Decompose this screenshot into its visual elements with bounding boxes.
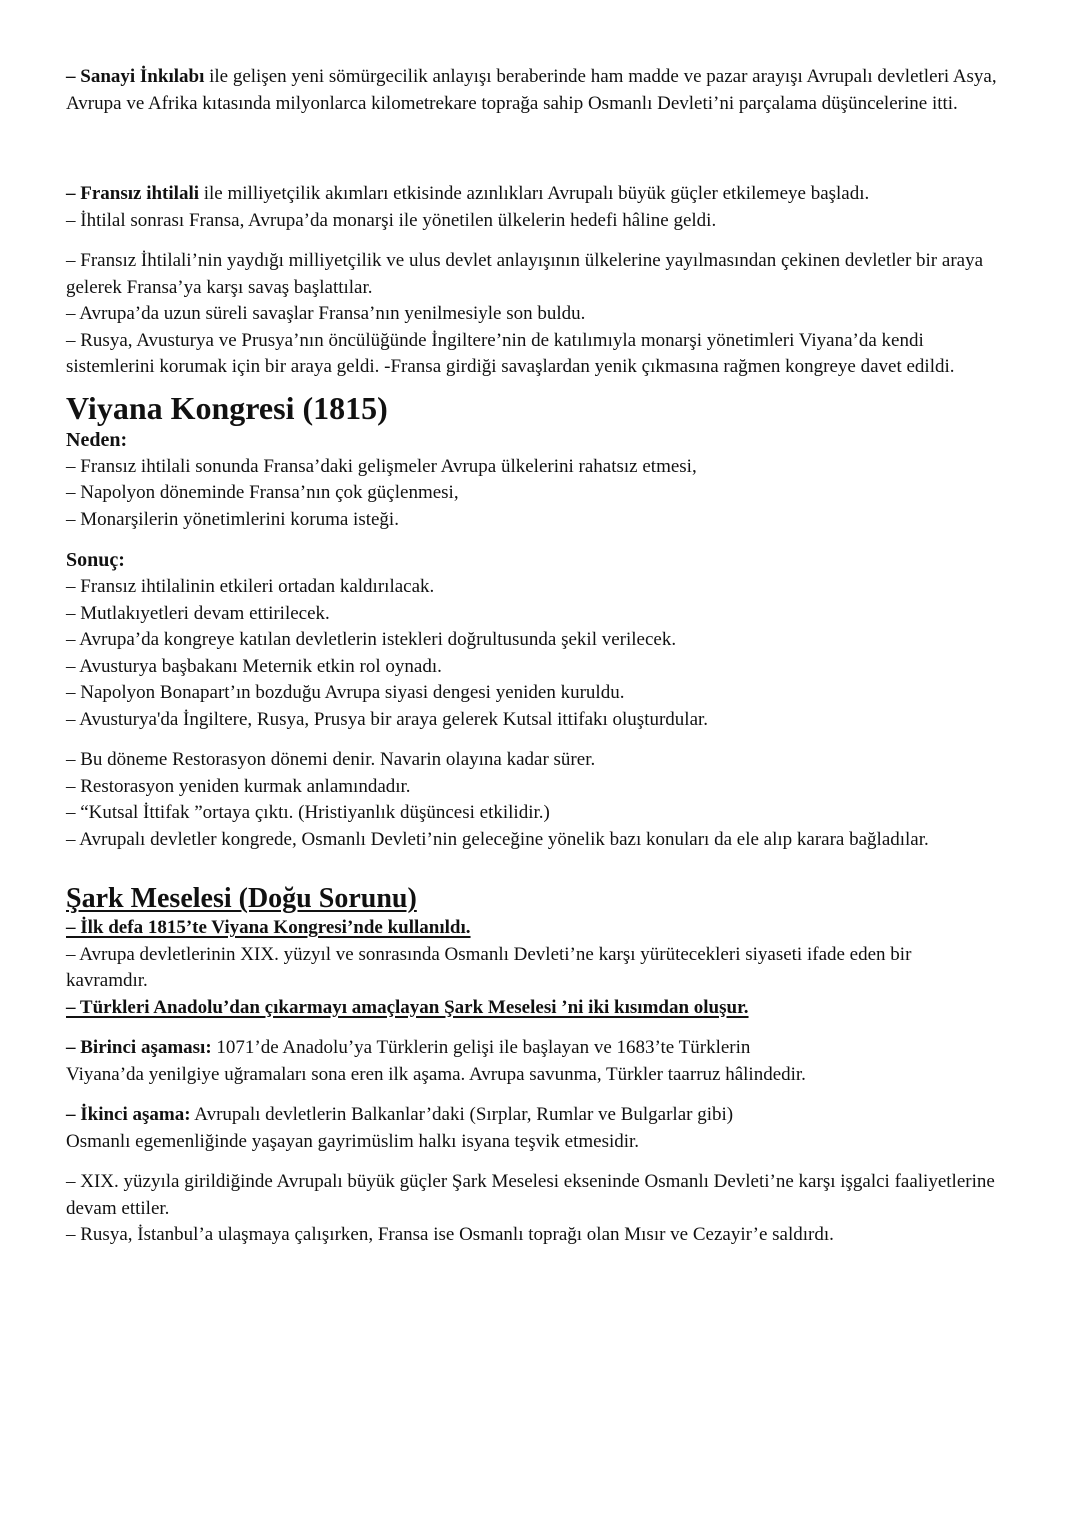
sark-stage-1-line-1 [66, 1035, 1016, 1062]
paragraph-xix-yuzyil: – XIX. yüzyıla girildiğinde Avrupalı büyük güçler Şark Meselesi ekseninde Osmanlı Devleti’ne karşı işgalci faaliyetlerine devam ettiler. [66, 1171, 995, 1219]
sonuc-item-4: – Avusturya başbakanı Meternik etkin rol oynadı. [66, 655, 442, 677]
sark-stage-1-line-2: Viyana’da yenilgiye uğramaları sona eren ilk aşama. Avrupa savunma, Türkler taarruz hâlindedir. [66, 1063, 806, 1085]
stage-2-lead: – İkinci aşama: [66, 1104, 191, 1125]
paragraph-savaslar: – Avrupa’da uzun süreli savaşlar Fransa’nın yenilmesiyle son buldu. [66, 303, 586, 324]
neden-label: Neden: [66, 428, 128, 451]
fransiz-text: ile milliyetçilik akımları etkisinde azınlıkları Avrupalı büyük güçler etkilemeye başladı. [199, 183, 870, 204]
sark-stage-2-line-1 [66, 1102, 1016, 1129]
note-kutsal-ittifak: – “Kutsal İttifak ”ortaya çıktı. (Hristiyanlık düşüncesi etkilidir.) [66, 802, 550, 823]
stage-1-text: 1071’de Anadolu’ya Türklerin gelişi ile başlayan ve 1683’te Türklerin [211, 1037, 751, 1058]
sark-definition-line-1: – Avrupa devletlerinin XIX. yüzyıl ve sonrasında Osmanlı Devleti’ne karşı yürütecekleri siyaseti ifade eden bir [66, 943, 912, 965]
sonuc-item-6: – Avusturya'da İngiltere, Rusya, Prusya bir araya gelerek Kutsal ittifakı oluşturdular. [66, 708, 709, 730]
sonuc-label: Sonuç: [66, 549, 125, 571]
paragraph-fransiz-ihtilali [66, 181, 1016, 208]
sark-stage-2-line-2: Osmanlı egemenliğinde yaşayan gayrimüslim halkı isyana teşvik etmesidir. [66, 1130, 640, 1152]
paragraph-milliyetcilik: – Fransız İhtilali’nin yaydığı milliyetçilik ve ulus devlet anlayışının ülkelerine yayılmasından çekinen devletler bir araya gelerek Fransa’ya karşı savaş başlattılar. [66, 250, 984, 298]
sark-two-parts [66, 995, 1016, 1022]
sanayi-lead: – Sanayi İnkılabı [66, 66, 205, 87]
stage-1-lead: – Birinci aşaması: [66, 1037, 212, 1058]
sark-definition-line-2: kavramdır. [66, 970, 148, 991]
neden-item-1: – Fransız ihtilali sonunda Fransa’daki gelişmeler Avrupa ülkelerini rahatsız etmesi, [66, 455, 697, 477]
stage-2-text: Avrupalı devletlerin Balkanlar’daki (Sırplar, Rumlar ve Bulgarlar gibi) [190, 1104, 734, 1125]
paragraph-sanayi [66, 64, 1016, 117]
fransiz-lead: – Fransız ihtilali [66, 183, 199, 204]
paragraph-monarsi: – Rusya, Avusturya ve Prusya’nın öncülüğünde İngiltere’nin de katılımıyla monarşi yönetimleri Viyana’da kendi sistemlerini korumak için bir araya geldi. -Fransa girdiği savaşlardan yenik çıkmasına rağmen kongreye davet edildi. [66, 329, 955, 377]
note-restorasyon-anlam: – Restorasyon yeniden kurmak anlamındadır. [66, 775, 411, 797]
neden-item-2: – Napolyon döneminde Fransa’nın çok güçlenmesi, [66, 482, 459, 503]
document-page [66, 64, 1016, 1249]
sonuc-item-3: – Avrupa’da kongreye katılan devletlerin istekleri doğrultusunda şekil verilecek. [66, 629, 677, 650]
sanayi-text: ile gelişen yeni sömürgecilik anlayışı beraberinde ham madde ve pazar arayışı Avrupalı devletleri Asya, Avrupa ve Afrika kıtasında milyonlarca kilometrekare toprağa sahip Osmanlı Devleti’ni parçalama düşüncelerine itti. [66, 66, 997, 114]
paragraph-ihtilal-sonrasi: – İhtilal sonrası Fransa, Avrupa’da monarşi ile yönetilen ülkelerin hedefi hâline geldi. [66, 209, 717, 231]
sark-first-use [66, 915, 1016, 942]
sark-two-parts-text: – Türkleri Anadolu’dan çıkarmayı amaçlayan Şark Meselesi ’ni iki kısımdan oluşur. [66, 996, 749, 1018]
note-restorasyon-donemi: – Bu döneme Restorasyon dönemi denir. Navarin olayına kadar sürer. [66, 749, 596, 770]
sonuc-item-1: – Fransız ihtilalinin etkileri ortadan kaldırılacak. [66, 576, 435, 597]
viyana-title: Viyana Kongresi (1815) [66, 389, 388, 426]
sonuc-item-5: – Napolyon Bonapart’ın bozduğu Avrupa siyasi dengesi yeniden kuruldu. [66, 682, 625, 703]
paragraph-rusya-fransa: – Rusya, İstanbul’a ulaşmaya çalışırken, Fransa ise Osmanlı toprağı olan Mısır ve Cezayir’e saldırdı. [66, 1224, 834, 1245]
note-osmanli-gelecek: – Avrupalı devletler kongrede, Osmanlı Devleti’nin geleceğine yönelik bazı konuları da ele alıp karara bağladılar. [66, 828, 929, 850]
neden-item-3: – Monarşilerin yönetimlerini koruma isteği. [66, 508, 399, 530]
sonuc-item-2: – Mutlakıyetleri devam ettirilecek. [66, 602, 330, 624]
sark-first-use-text: – İlk defa 1815’te Viyana Kongresi’nde kullanıldı. [66, 917, 471, 938]
sark-title: Şark Meselesi (Doğu Sorunu) [66, 883, 417, 914]
